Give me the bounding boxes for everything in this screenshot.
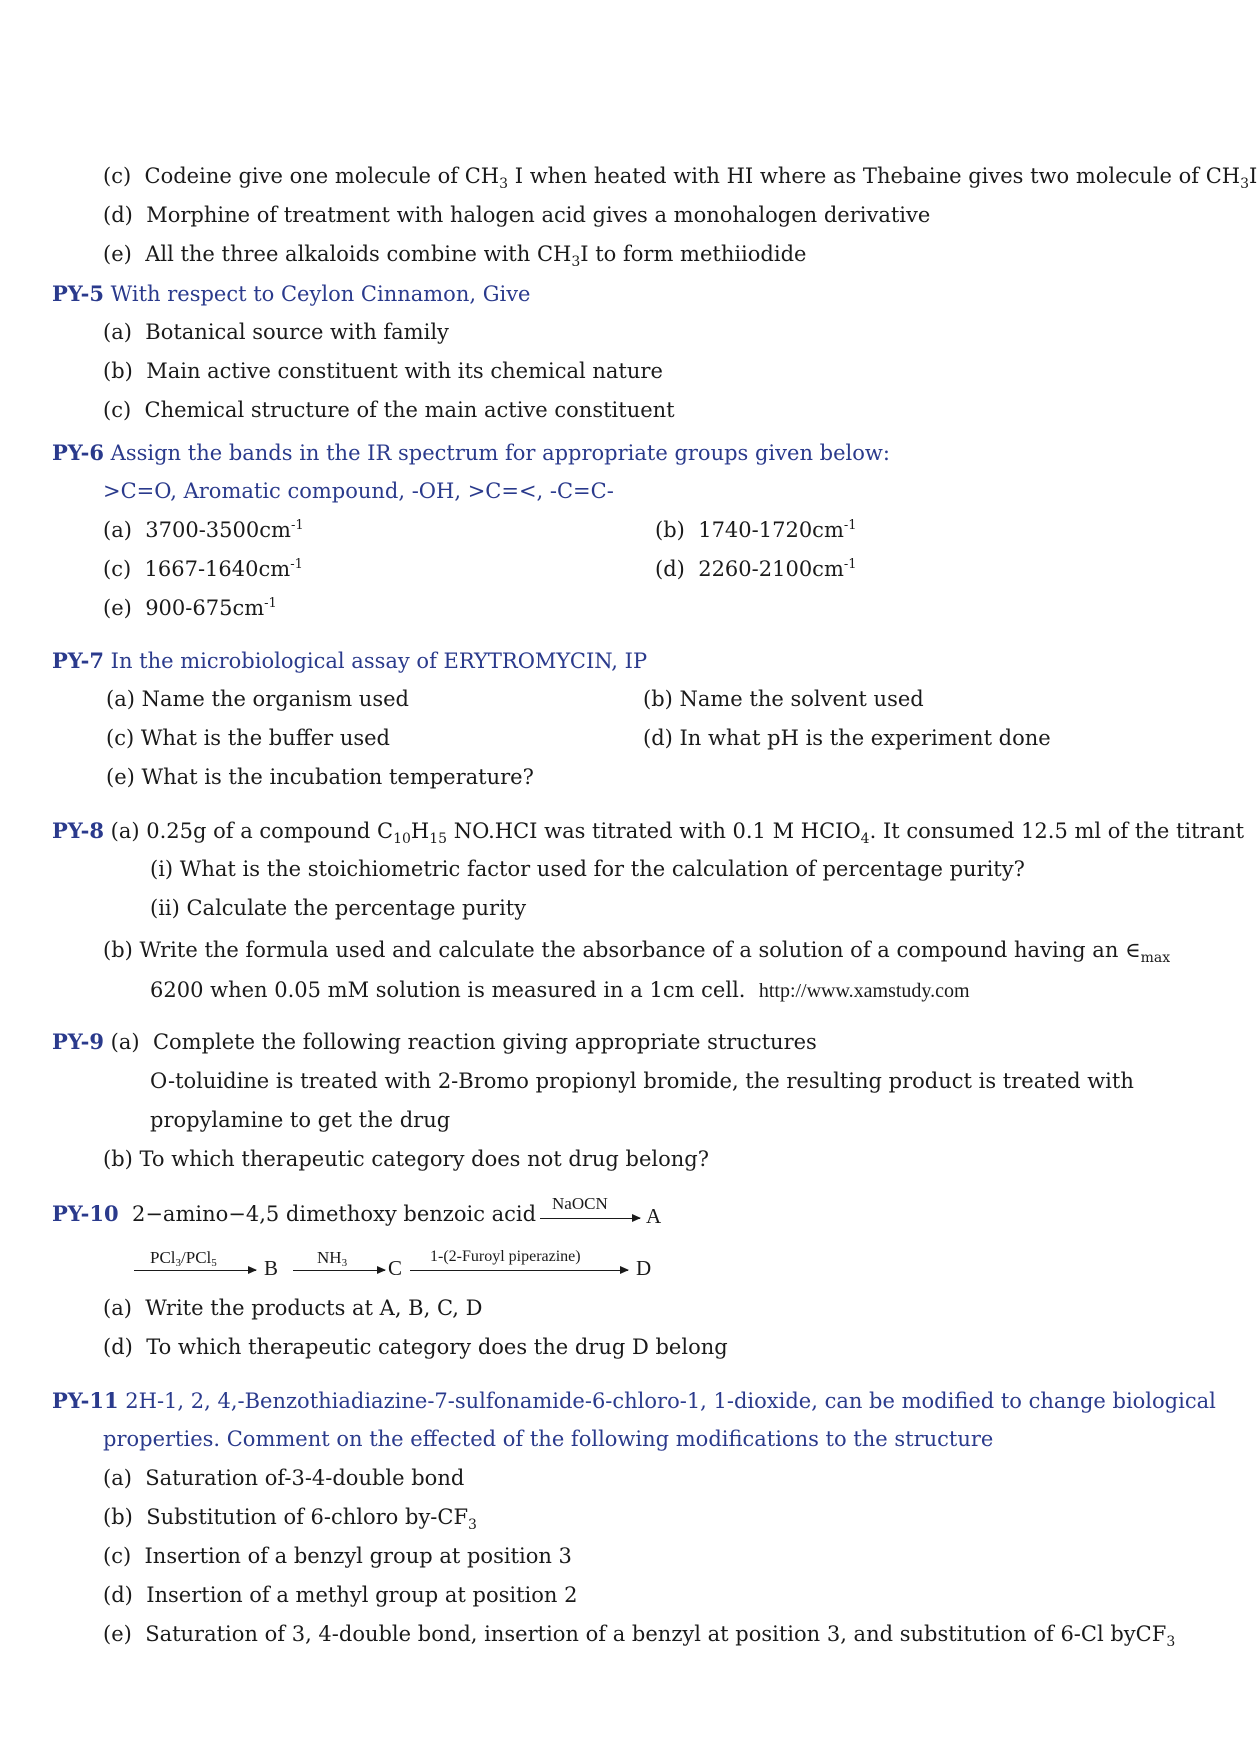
py11-item-d: (d) Insertion of a methyl group at position 2 [103,1583,578,1607]
py11-question: PY-11 2H-1, 2, 4,-Benzothiadiazine-7-sulfonamide-6-chloro-1, 1-dioxide, can be modified to change biological [52,1388,1216,1413]
epsilon-symbol: ∈ [1125,938,1141,962]
py6-item-b: (b) $1740-1720cm^{-1}$ [655,518,857,542]
py7-item-d: (d) In what pH is the experiment done [643,726,1051,750]
py10-item-a: (a) Write the products at A, B, C, D [103,1296,483,1320]
reagent-pcl3-pcl5: PCl3/PCl5 [150,1248,217,1269]
py9-part-a-line3: propylamine to get the drug [150,1108,451,1132]
product-b: B [264,1256,279,1280]
py8-sub-i: (i) What is the stoichiometric factor used for the calculation of percentage purity? [150,857,1025,881]
reaction-arrow-2 [134,1270,256,1271]
reaction-arrow-3 [293,1270,385,1271]
reaction-arrow-1 [540,1218,640,1219]
py6-item-c: (c) $1667-1640cm^{-1}$ [103,557,303,581]
py7-item-b: (b) Name the solvent used [643,687,924,711]
py4-item-e: (e) All the three alkaloids combine with $CH_3I$ to form methiiodide [103,242,807,270]
py4-item-d: (d) Morphine of treatment with halogen acid gives a monohalogen derivative [103,203,931,227]
py11-item-c: (c) Insertion of a benzyl group at position 3 [103,1544,572,1568]
py6-item-e: (e) $900-675cm^{-1}$ [103,596,277,620]
py9-part-a: PY-9 (a) Complete the following reaction giving appropriate structures [52,1029,817,1054]
py10-reaction-line1: PY-10 2−amino−4,5 dimethoxy benzoic acid [52,1201,537,1226]
py6-item-d: (d) $2260-2100cm^{-1}$ [655,557,857,581]
py5-question: PY-5 With respect to Ceylon Cinnamon, Give [52,281,531,306]
product-a: A [646,1204,662,1228]
py7-item-c: (c) What is the buffer used [106,726,391,750]
product-d: D [636,1256,652,1280]
py9-part-b: (b) To which therapeutic category does not drug belong? [103,1147,709,1171]
source-url: http://www.xamstudy.com [758,980,970,1002]
py5-item-c: (c) Chemical structure of the main active constituent [103,398,675,422]
product-c: C [388,1256,403,1280]
py8-part-b: (b) Write the formula used and calculate the absorbance of a solution of a compound having an $\in_{max}$ [103,938,1171,966]
reaction-arrow-4 [410,1270,628,1271]
py11-item-a: (a) Saturation of-3-4-double bond [103,1466,465,1490]
py5-item-a: (a) Botanical source with family [103,320,449,344]
py7-item-e: (e) What is the incubation temperature? [106,765,534,789]
py8-sub-ii: (ii) Calculate the percentage purity [150,896,527,920]
py7-question: PY-7 In the microbiological assay of ERYTROMYCIN, IP [52,648,648,673]
reagent-nh3: NH3 [317,1248,348,1269]
py11-question-line2: properties. Comment on the effected of the following modifications to the structure [103,1427,994,1451]
py6-question: PY-6 Assign the bands in the IR spectrum for appropriate groups given below: [52,440,890,465]
py11-item-b: (b) Substitution of 6-chloro $by-CF_3$ [103,1505,477,1533]
py6-groups: >C=O, Aromatic compound, -OH, >C=<, -C=C- [103,479,614,503]
reagent-furoyl-piperazine: 1-(2-Furoyl piperazine) [430,1248,581,1265]
py6-item-a: (a) $3700-3500cm^{-1}$ [103,518,304,542]
reagent-naocn: NaOCN [552,1194,608,1213]
py8-part-a: PY-8 (a) 0.25g of a compound $C_{10}H_{15}$ NO.HCI was titrated with 0.1 M $HCIO_4$. It consumed 12.5 ml of the titrant [52,818,1245,847]
py9-part-a-line2: O-toluidine is treated with 2-Bromo propionyl bromide, the resulting product is treated with [150,1069,1134,1093]
py4-item-c: (c) Codeine give one molecule of $CH_3$ I when heated with HI where as Thebaine gives two molecule of $CH_3I$ [103,164,1257,192]
py7-item-a: (a) Name the organism used [106,687,409,711]
py11-item-e: (e) Saturation of 3, 4-double bond, insertion of a benzyl at position 3, and substitution of 6-Cl byCF$_3$ [103,1622,1176,1650]
py10-item-d: (d) To which therapeutic category does the drug D belong [103,1335,728,1359]
py5-item-b: (b) Main active constituent with its chemical nature [103,359,663,383]
py8-part-b-line2: 6200 when 0.05 mM solution is measured in a 1cm cell. http://www.xamstudy.com [150,978,970,1002]
